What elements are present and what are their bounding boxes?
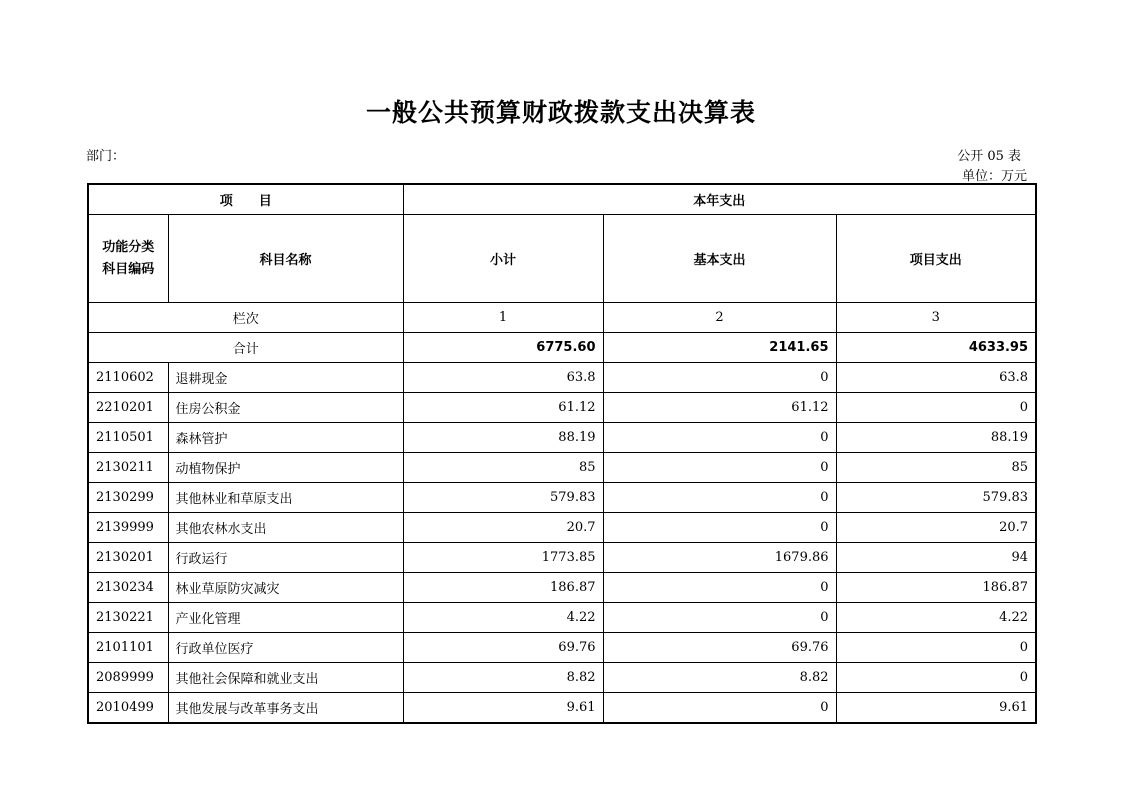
row-name: 退耕现金: [168, 363, 403, 393]
row-subtotal: 61.12: [403, 393, 603, 423]
row-subtotal: 8.82: [403, 663, 603, 693]
row-basic: 0: [603, 513, 836, 543]
row-name: 住房公积金: [168, 393, 403, 423]
row-name: 行政单位医疗: [168, 633, 403, 663]
row-code: 2130234: [88, 573, 168, 603]
table-row: [88, 483, 1036, 513]
unit-label: 单位：万元: [961, 169, 1027, 184]
row-basic: 0: [603, 453, 836, 483]
total-row: [88, 333, 1036, 363]
row-project: 0: [836, 663, 1036, 693]
column-number-2: 2: [603, 303, 836, 333]
row-project: 88.19: [836, 423, 1036, 453]
row-basic: 0: [603, 423, 836, 453]
header-subject-name: 科目名称: [168, 215, 403, 303]
header-func-code-line2: 科目编码: [102, 261, 155, 277]
row-subtotal: 85: [403, 453, 603, 483]
row-project: 0: [836, 393, 1036, 423]
table-code: 公开 05 表: [957, 149, 1021, 164]
table-row: [88, 663, 1036, 693]
row-basic: 61.12: [603, 393, 836, 423]
row-subtotal: 186.87: [403, 573, 603, 603]
column-number-1: 1: [403, 303, 603, 333]
table-row: [88, 633, 1036, 663]
row-project: 579.83: [836, 483, 1036, 513]
row-code: 2210201: [88, 393, 168, 423]
table-row: [88, 423, 1036, 453]
row-subtotal: 9.61: [403, 693, 603, 724]
row-basic: 0: [603, 693, 836, 724]
column-number-row: [88, 303, 1036, 333]
row-code: 2101101: [88, 633, 168, 663]
header-func-code: [88, 215, 168, 303]
header-project: 项目支出: [836, 215, 1036, 303]
row-code: 2130201: [88, 543, 168, 573]
table-row: [88, 393, 1036, 423]
table-row: [88, 693, 1036, 724]
page-title: 一般公共预算财政拨款支出决算表: [365, 98, 756, 127]
row-name: 动植物保护: [168, 453, 403, 483]
row-subtotal: 88.19: [403, 423, 603, 453]
table-row: [88, 363, 1036, 393]
row-name: 其他林业和草原支出: [168, 483, 403, 513]
row-code: 2130221: [88, 603, 168, 633]
row-basic: 8.82: [603, 663, 836, 693]
expenditure-table: [87, 183, 1037, 724]
row-subtotal: 69.76: [403, 633, 603, 663]
header-row-2: [88, 215, 1036, 303]
column-number-label: 栏次: [88, 303, 403, 333]
row-basic: 69.76: [603, 633, 836, 663]
row-basic: 0: [603, 603, 836, 633]
row-name: 其他社会保障和就业支出: [168, 663, 403, 693]
row-basic: 0: [603, 483, 836, 513]
total-subtotal: 6775.60: [403, 333, 603, 363]
row-name: 行政运行: [168, 543, 403, 573]
table-row: [88, 603, 1036, 633]
column-number-3: 3: [836, 303, 1036, 333]
row-project: 63.8: [836, 363, 1036, 393]
row-name: 其他发展与改革事务支出: [168, 693, 403, 724]
total-basic: 2141.65: [603, 333, 836, 363]
row-name: 产业化管理: [168, 603, 403, 633]
row-code: 2110602: [88, 363, 168, 393]
row-project: 186.87: [836, 573, 1036, 603]
row-project: 9.61: [836, 693, 1036, 724]
row-code: 2089999: [88, 663, 168, 693]
row-subtotal: 4.22: [403, 603, 603, 633]
header-item: 项 目: [88, 184, 403, 215]
header-row-1: [88, 184, 1036, 215]
table-row: [88, 573, 1036, 603]
row-subtotal: 1773.85: [403, 543, 603, 573]
header-func-code-line1: 功能分类: [102, 239, 155, 255]
row-subtotal: 63.8: [403, 363, 603, 393]
department-label: 部门：: [86, 149, 126, 164]
row-subtotal: 20.7: [403, 513, 603, 543]
table-row: [88, 513, 1036, 543]
header-current-year: 本年支出: [403, 184, 1036, 215]
header-basic: 基本支出: [603, 215, 836, 303]
table-row: [88, 543, 1036, 573]
row-project: 4.22: [836, 603, 1036, 633]
row-basic: 1679.86: [603, 543, 836, 573]
row-code: 2110501: [88, 423, 168, 453]
row-basic: 0: [603, 363, 836, 393]
row-project: 85: [836, 453, 1036, 483]
row-project: 20.7: [836, 513, 1036, 543]
row-code: 2010499: [88, 693, 168, 724]
row-name: 森林管护: [168, 423, 403, 453]
row-project: 0: [836, 633, 1036, 663]
row-code: 2139999: [88, 513, 168, 543]
header-subtotal: 小计: [403, 215, 603, 303]
row-subtotal: 579.83: [403, 483, 603, 513]
total-project: 4633.95: [836, 333, 1036, 363]
row-code: 2130211: [88, 453, 168, 483]
table-row: [88, 453, 1036, 483]
row-name: 其他农林水支出: [168, 513, 403, 543]
row-basic: 0: [603, 573, 836, 603]
row-project: 94: [836, 543, 1036, 573]
total-label: 合计: [88, 333, 403, 363]
row-name: 林业草原防灾减灾: [168, 573, 403, 603]
row-code: 2130299: [88, 483, 168, 513]
